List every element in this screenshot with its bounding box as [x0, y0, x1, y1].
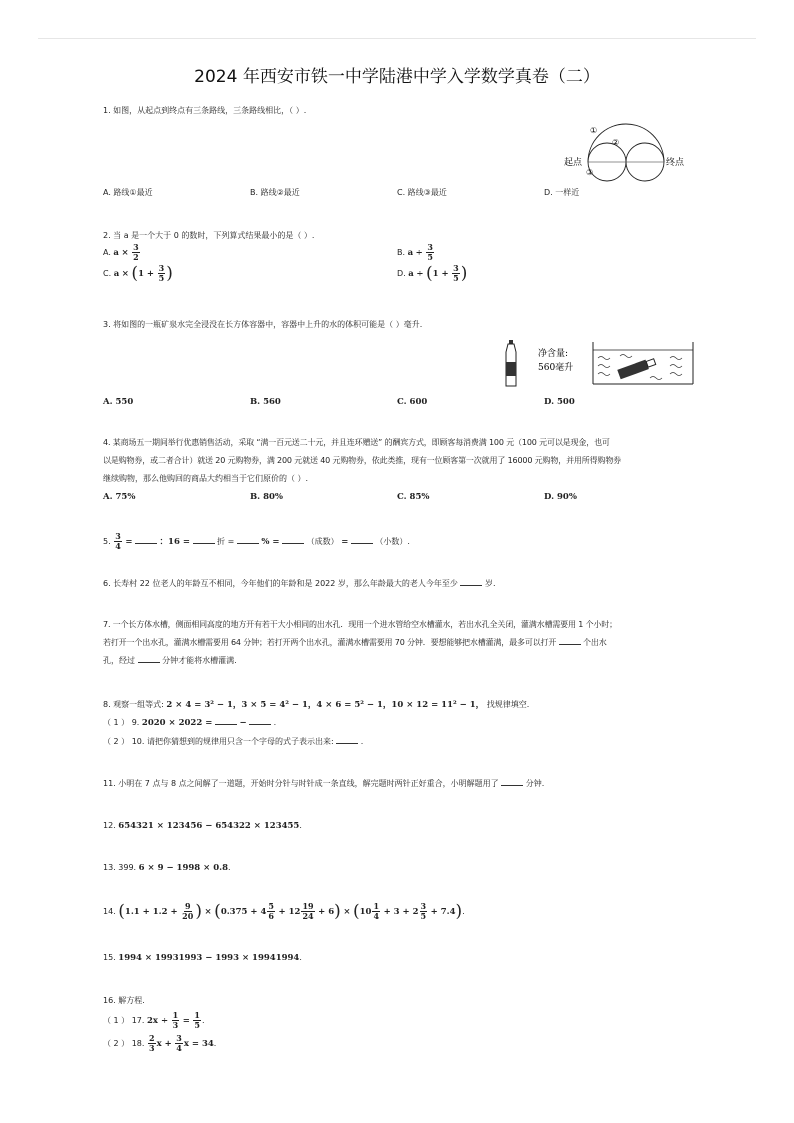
- route-3-marker: ③: [586, 168, 594, 177]
- q8-math: 2 × 4 = 3² − 1，3 × 5 = 4² − 1，4 × 6 = 5² − 1，10 × 12 = 11² − 1，: [166, 700, 485, 710]
- term: x +: [156, 1039, 172, 1049]
- q4-line-3: 继续购物，那么他购回的商品大约相当于它们原价的（ ）.: [103, 474, 309, 483]
- q8-suffix: 找规律填空.: [486, 700, 530, 709]
- q7-blank-2[interactable]: [138, 654, 160, 663]
- q6-line: [103, 577, 496, 591]
- sub-math: 2020 × 2022 =: [141, 718, 213, 728]
- fraction: $\frac{5}{6}$: [268, 901, 274, 921]
- q4-option-c[interactable]: C. 85%: [397, 492, 430, 502]
- page-title: 2024 年西安市铁一中学陆港中学入学数学真卷（二）: [194, 67, 600, 87]
- minus: −: [239, 718, 247, 728]
- q2-option-d[interactable]: [397, 264, 467, 283]
- q6-blank[interactable]: [460, 577, 482, 586]
- top-divider: [38, 38, 756, 39]
- q3-option-d[interactable]: D. 500: [544, 397, 575, 407]
- q1-route-figure: [562, 122, 694, 184]
- q7-suffix: 个出水: [583, 638, 607, 647]
- term: 10: [359, 907, 372, 917]
- chengshu: （成数）: [306, 537, 339, 546]
- q1-option-d[interactable]: D. 一样近: [544, 188, 580, 197]
- fraction: $\frac{19}{24}$: [302, 901, 314, 921]
- q3-bottle-figure: [500, 338, 695, 390]
- paren-left: (: [352, 901, 360, 922]
- paren-right: ): [460, 263, 468, 284]
- route-1-marker: ①: [590, 126, 598, 135]
- q6-text: 6. 长寿村 22 位老人的年龄互不相同，今年他们的年龄和是 2022 岁，那么年龄最大的老人今年至少: [103, 579, 458, 588]
- q15-line: [103, 951, 302, 965]
- var: a: [113, 248, 119, 258]
- fraction: $\frac{1}{3}$: [172, 1010, 179, 1030]
- end: .: [462, 907, 465, 916]
- sub-label: （ 1 ） 17.: [103, 1016, 145, 1025]
- q8-blank-3[interactable]: [336, 735, 358, 744]
- var: a: [407, 248, 414, 258]
- q1-option-c[interactable]: C. 路线③最近: [397, 188, 447, 197]
- term: 1.1 + 1.2 +: [124, 907, 178, 917]
- end: .: [228, 863, 231, 872]
- one-plus: 1 +: [432, 269, 449, 279]
- q3-option-a[interactable]: A. 550: [103, 397, 134, 407]
- option-label: D.: [397, 269, 406, 278]
- paren-right: ): [195, 901, 202, 922]
- fraction: $\frac{2}{3}$: [149, 1033, 155, 1053]
- q12-number: 12.: [103, 821, 116, 830]
- q1-stem: 1. 如图，从起点到终点有三条路线，三条路线相比，（ ）.: [103, 106, 307, 115]
- op: ÷: [416, 269, 424, 279]
- eq: =: [125, 537, 133, 547]
- one-plus: 1 +: [138, 269, 155, 279]
- op: ÷: [415, 248, 423, 258]
- q11-blank[interactable]: [501, 777, 523, 786]
- op: ×: [121, 269, 129, 279]
- q7-line-3: [103, 654, 237, 668]
- sub-label: （ 1 ） 9.: [103, 718, 140, 727]
- q11-text: 11. 小明在 7 点与 8 点之间解了一道题，开始时分针与时针成一条直线，解完题时两针正好重合，小明解题用了: [103, 779, 499, 788]
- q8-stem: [103, 698, 529, 712]
- q5-blank-3[interactable]: [237, 535, 259, 544]
- q7-suffix: 分钟才能将水槽灌满.: [162, 656, 237, 665]
- bottle-label-1: 净含量:: [538, 349, 569, 359]
- paren-right: ): [166, 263, 173, 284]
- q8-sub-2: [103, 735, 363, 749]
- route-2-marker: ②: [612, 138, 620, 147]
- paren-right: ): [455, 901, 463, 922]
- q14-number: 14.: [103, 907, 116, 916]
- op: ×: [121, 248, 129, 258]
- eq: =: [182, 1016, 190, 1026]
- q7-text: 孔，经过: [103, 656, 135, 665]
- q8-blank-2[interactable]: [249, 716, 271, 725]
- bottle-label-2: 560毫升: [538, 363, 574, 373]
- q2-stem: 2. 当 a 是一个大于 0 的数时，下列算式结果最小的是（ ）.: [103, 231, 315, 240]
- route-3-arc: [588, 162, 664, 181]
- q8-sub-1: [103, 716, 276, 730]
- q15-number: 15.: [103, 953, 116, 962]
- q7-line-2: [103, 636, 607, 650]
- fraction: $\frac{3}{5}$: [420, 901, 427, 921]
- option-label: A.: [103, 248, 111, 257]
- end-label: 终点: [666, 158, 685, 168]
- q7-line-1: 7. 一个长方体水槽，侧面相同高度的地方开有若干大小相同的出水孔．现用一个进水管给空水槽灌水，若出水孔全关闭，灌满水槽需要用 1 个小时；: [103, 620, 617, 629]
- q8-blank-1[interactable]: [215, 716, 237, 725]
- var: a: [408, 269, 414, 279]
- q3-stem: 3. 将如图的一瓶矿泉水完全浸没在长方体容器中，容器中上升的水的体积可能是（ ）毫升.: [103, 320, 423, 329]
- q2-option-a[interactable]: [103, 243, 141, 262]
- option-label: C.: [103, 269, 112, 278]
- end: .: [273, 718, 277, 727]
- term: + 6: [318, 907, 335, 917]
- q3-option-c[interactable]: C. 600: [397, 397, 428, 407]
- var: a: [113, 269, 120, 279]
- q13-number: 13. 399.: [103, 863, 137, 872]
- q12-math: 654321 × 123456 − 654322 × 123455: [118, 821, 300, 831]
- term: + 12: [278, 907, 301, 917]
- bottle-icon: [506, 340, 516, 386]
- fraction: $\frac{1}{5}$: [194, 1010, 200, 1030]
- q4-option-a[interactable]: A. 75%: [103, 492, 136, 502]
- q5-fraction: $\frac{3}{4}$: [115, 531, 121, 551]
- q12-line: [103, 819, 302, 833]
- paren-right: ): [334, 901, 341, 922]
- q8-text: 8. 观察一组等式:: [103, 700, 164, 709]
- fraction: $\frac{3}{5}$: [453, 263, 459, 283]
- q1-option-a[interactable]: A. 路线①最近: [103, 188, 153, 197]
- op: ×: [204, 907, 212, 917]
- fraction: $\frac{1}{4}$: [373, 901, 380, 921]
- paren-left: (: [131, 263, 139, 284]
- q13-math: 6 × 9 − 1998 × 0.8: [138, 863, 229, 873]
- end: .: [299, 953, 302, 962]
- q11-line: [103, 777, 544, 791]
- fraction: $\frac{9}{20}$: [182, 901, 194, 921]
- paren-left: (: [118, 901, 125, 922]
- q15-math: 1994 × 19931993 − 1993 × 19941994: [118, 953, 300, 963]
- q14-line: [103, 902, 465, 921]
- q7-blank-1[interactable]: [559, 636, 581, 645]
- q13-line: [103, 861, 231, 875]
- end: .: [299, 821, 302, 830]
- route-2-arc: [588, 143, 664, 162]
- sub-label: （ 2 ） 18.: [103, 1039, 145, 1048]
- term: + 3 + 2: [383, 907, 419, 917]
- end: .: [213, 1039, 217, 1048]
- q6-suffix: 岁.: [484, 579, 496, 588]
- q5-blank-5[interactable]: [351, 535, 373, 544]
- end: .: [360, 737, 364, 746]
- q5-blank-2[interactable]: [193, 535, 215, 544]
- end: .: [202, 1016, 205, 1025]
- q1-option-b[interactable]: B. 路线②最近: [250, 188, 300, 197]
- pct: % =: [261, 537, 280, 547]
- fraction: $\frac{3}{2}$: [133, 242, 139, 262]
- sub-label: （ 2 ） 10. 请把你猜想到的规律用只含一个字母的式子表示出来:: [103, 737, 334, 746]
- colon-16: ：16 =: [159, 537, 190, 547]
- q4-option-d[interactable]: D. 90%: [544, 492, 577, 502]
- eq: =: [341, 537, 349, 547]
- q5-line: [103, 532, 410, 551]
- q2-option-b[interactable]: [397, 243, 435, 262]
- q5-number: 5.: [103, 537, 111, 546]
- q5-blank-4[interactable]: [282, 535, 304, 544]
- q4-option-b[interactable]: B. 80%: [250, 492, 284, 502]
- q4-line-1: 4. 某商场五一期间举行优惠销售活动，采取 “满一百元送二十元，并且连环赠送” 的酬宾方式，即顾客每消费满 100 元（100 元可以是现金，也可: [103, 438, 610, 447]
- term: x = 34: [183, 1039, 214, 1049]
- term: 2x ÷: [147, 1016, 169, 1026]
- xiaoshu: （小数）.: [375, 537, 410, 546]
- container-icon: [593, 342, 693, 384]
- term: + 7.4: [430, 907, 456, 917]
- fraction: $\frac{3}{4}$: [176, 1033, 182, 1053]
- route-1-arc: [588, 124, 664, 162]
- q16-sub-2: [103, 1034, 216, 1053]
- op: ×: [343, 907, 351, 917]
- option-label: B.: [397, 248, 406, 257]
- term: 0.375 + 4: [220, 907, 267, 917]
- q16-stem: 16. 解方程.: [103, 996, 145, 1005]
- zhe: 折 =: [217, 537, 235, 546]
- q7-text: 若打开一个出水孔，灌满水槽需要用 64 分钟；若打开两个出水孔，灌满水槽需要用 70 分钟．要想能够把水槽灌满，最多可以打开: [103, 638, 557, 647]
- q2-option-c[interactable]: [103, 264, 173, 283]
- start-label: 起点: [564, 158, 583, 168]
- q3-option-b[interactable]: B. 560: [250, 397, 281, 407]
- q16-sub-1: [103, 1011, 205, 1030]
- paren-left: (: [425, 263, 433, 284]
- q5-blank-1[interactable]: [135, 535, 157, 544]
- q11-suffix: 分钟.: [525, 779, 545, 788]
- paren-left: (: [214, 901, 221, 922]
- fraction: $\frac{3}{5}$: [427, 242, 433, 262]
- fraction: $\frac{3}{5}$: [158, 263, 165, 283]
- q4-line-2: 以是购物券，或二者合计）就送 20 元购物券，满 200 元就送 40 元购物券，依此类推，现有一位顾客第一次就用了 16000 元购物，并用所得购物券: [103, 456, 622, 465]
